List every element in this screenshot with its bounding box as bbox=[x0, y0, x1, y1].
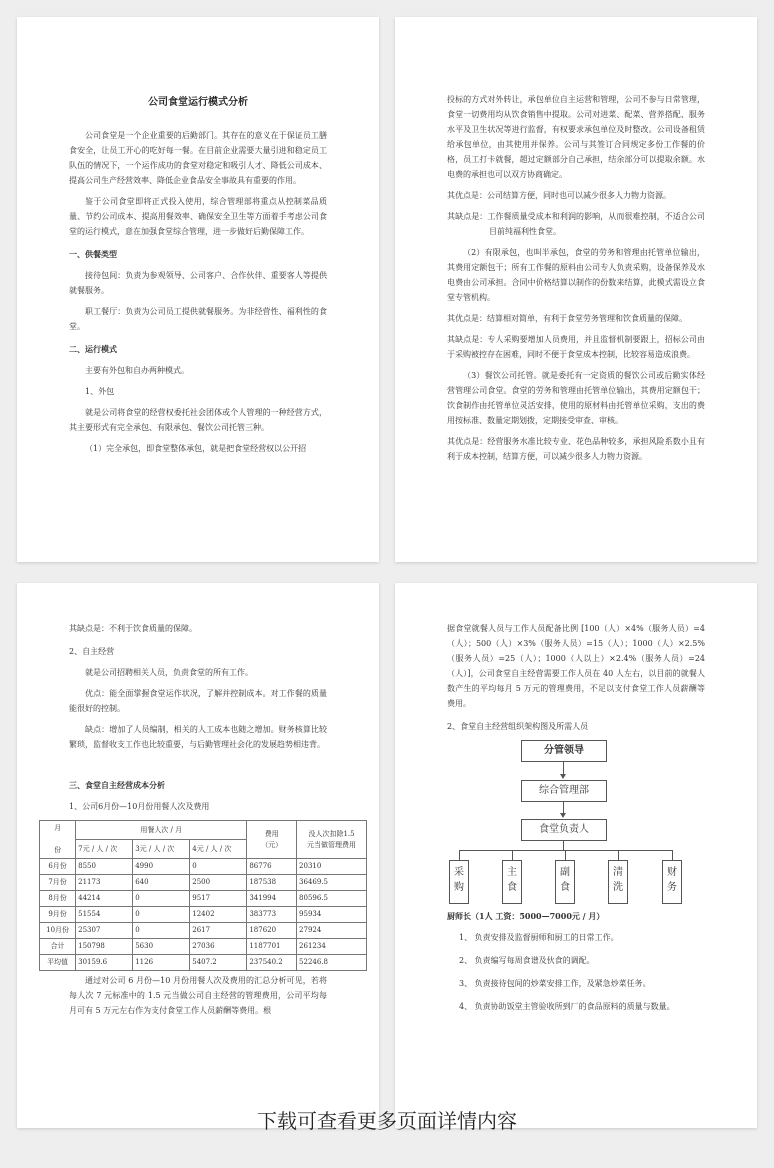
document-title: 公司食堂运行模式分析 bbox=[148, 97, 248, 108]
table-cell: 0 bbox=[133, 891, 190, 907]
list-item: 1、 负责安排及监督厨师和厨工的日常工作。 bbox=[459, 933, 619, 942]
org-node-low: 食堂负责人 bbox=[521, 819, 607, 841]
table-header: 7元 / 人 / 次 bbox=[76, 840, 133, 859]
table-cell: 261234 bbox=[297, 939, 367, 955]
table-cell: 平均值 bbox=[40, 955, 76, 971]
table-row bbox=[40, 955, 367, 971]
paragraph: 其优点是：公司结算方便，同时也可以减少很多人力物力资源。 bbox=[447, 191, 671, 200]
table-row bbox=[40, 891, 367, 907]
section-heading: 一、供餐类型 bbox=[69, 249, 117, 259]
table-cell: 52246.8 bbox=[297, 955, 367, 971]
table-cell: 7月份 bbox=[40, 875, 76, 891]
paragraph: 其缺点是：工作餐质量受成本和利润的影响，从而很难控制，不适合公司目前纯福利性食堂。 bbox=[447, 212, 705, 236]
table-cell: 27036 bbox=[190, 939, 247, 955]
paragraph: 就是公司将食堂的经营权委托社会团体或个人管理的一种经营方式，其主要形式有完全承包、有限承包、餐饮公司托管三种。 bbox=[69, 408, 327, 432]
table-row bbox=[40, 923, 367, 939]
list-item: 4、 负责协助饭堂主管验收所到厂的食品原料的质量与数量。 bbox=[459, 1002, 675, 1011]
org-leaf: 财 务 bbox=[662, 860, 682, 904]
table-cell: 9月份 bbox=[40, 907, 76, 923]
org-chart bbox=[447, 740, 705, 905]
subsection-heading: 2、食堂自主经营组织架构图及所需人员 bbox=[447, 722, 589, 731]
table-cell: 27924 bbox=[297, 923, 367, 939]
paragraph: 职工餐厅：负责为公司员工提供就餐服务。为非经营性、福利性的食堂。 bbox=[69, 307, 327, 331]
table-cell: 30159.6 bbox=[76, 955, 133, 971]
table-cell: 86776 bbox=[247, 859, 297, 875]
paragraph: 其缺点是：专人采购要增加人员费用，并且监督机制要跟上，招标公司由于采购被控存在困难，同时不便于食堂成本控制，比较容易造成浪费。 bbox=[447, 335, 705, 359]
table-cell: 21173 bbox=[76, 875, 133, 891]
subsection-heading: 2、自主经营 bbox=[69, 647, 115, 656]
table-cell: 4990 bbox=[133, 859, 190, 875]
paragraph: 就是公司招聘相关人员，负责食堂的所有工作。 bbox=[85, 668, 253, 677]
table-header: 4元 / 人 / 次 bbox=[190, 840, 247, 859]
table-cell: 5407.2 bbox=[190, 955, 247, 971]
table-cell: 合计 bbox=[40, 939, 76, 955]
table-cell: 12402 bbox=[190, 907, 247, 923]
table-header: 用餐人次 / 月 bbox=[76, 821, 247, 840]
table-header: 没人次扣除1.5 元当做管理费用 bbox=[297, 821, 367, 859]
org-node-top: 分管领导 bbox=[521, 740, 607, 762]
table-cell: 383773 bbox=[247, 907, 297, 923]
table-cell: 10月份 bbox=[40, 923, 76, 939]
table-header: 费用 （元） bbox=[247, 821, 297, 859]
paragraph: 通过对公司 6 月份—10 月份用餐人次及费用的汇总分析可见，若将每人次 7 元标准中的 1.5 元当做公司自主经营的管理费用，公司平均每月可有 5 万元左右作为支付食堂工作人员薪酬等费用。根 bbox=[69, 976, 327, 1015]
subsection-heading: 1、公司6月份—10月份用餐人次及费用 bbox=[69, 802, 210, 811]
table-header: 3元 / 人 / 次 bbox=[133, 840, 190, 859]
org-node-mid: 综合管理部 bbox=[521, 780, 607, 802]
org-leaf: 采 购 bbox=[449, 860, 469, 904]
paragraph: 主要有外包和自办两种模式。 bbox=[85, 366, 189, 375]
table-cell: 640 bbox=[133, 875, 190, 891]
paragraph: 公司食堂是一个企业重要的后勤部门。其存在的意义在于保证员工膳食安全，让员工开心的吃好每一餐。在目前企业需要大量引进和稳定员工队伍的情况下，一个运作成功的食堂对稳定和吸引人才、降低公司成本、提高公司生产经营效率、降低企业食品安全事故具有重要的作用。 bbox=[69, 131, 327, 185]
paragraph: 其优点是：经营服务水准比较专业、花色品种较多，承担风险系数小且有利于成本控制，结算方便，可以减少很多人力物力资源。 bbox=[447, 437, 705, 461]
paragraph: 其缺点是：不利于饮食质量的保障。 bbox=[69, 624, 197, 633]
document-page-4 bbox=[395, 583, 757, 1128]
table-cell: 80596.5 bbox=[297, 891, 367, 907]
document-page-2 bbox=[395, 17, 757, 562]
table-cell: 6月份 bbox=[40, 859, 76, 875]
list-item: 2、 负责编写每周食谱及伙食的调配。 bbox=[459, 956, 595, 965]
table-cell: 0 bbox=[133, 923, 190, 939]
document-page-1 bbox=[17, 17, 379, 562]
paragraph: （1）完全承包，即食堂整体承包，就是把食堂经营权以公开招 bbox=[85, 444, 307, 453]
paragraph: 其优点是：结算相对简单，有利于食堂劳务管理和饮食质量的保障。 bbox=[447, 314, 687, 323]
section-heading: 三、食堂自主经营成本分析 bbox=[69, 780, 165, 790]
document-page-3 bbox=[17, 583, 379, 1128]
table-cell: 2617 bbox=[190, 923, 247, 939]
table-cell: 25307 bbox=[76, 923, 133, 939]
section-heading: 二、运行模式 bbox=[69, 344, 117, 354]
table-cell: 341994 bbox=[247, 891, 297, 907]
table-cell: 0 bbox=[133, 907, 190, 923]
list-item: 3、 负责接待包间的炒菜安排工作，及紧急炒菜任务。 bbox=[459, 979, 651, 988]
paragraph: （2）有限承包，也叫半承包，食堂的劳务和管理由托管单位输出，其费用定额包干；所有工作餐的原料由公司专人负责采购，设备保养及水电费由公司承担。合同中价格结算以制作的份数来结算，此模式需设立食堂专管机构。 bbox=[447, 248, 705, 302]
cost-table bbox=[39, 820, 367, 971]
table-cell: 8550 bbox=[76, 859, 133, 875]
download-more-caption: 下载可查看更多页面详情内容 bbox=[257, 1109, 517, 1133]
table-cell: 0 bbox=[190, 859, 247, 875]
table-cell: 187620 bbox=[247, 923, 297, 939]
paragraph: 鉴于公司食堂即将正式投入使用，综合管理部将重点从控制菜品质量、节约公司成本、提高用餐效率、确保安全卫生等方面着手考虑公司食堂的运行模式，意在加强食堂综合管理，进一步做好后勤保障工作。 bbox=[69, 197, 327, 236]
paragraph: 据食堂就餐人员与工作人员配备比例 [100（人）×4%（服务人员）=4（人）；500（人）×3%（服务人员）=15（人）；1000（人）×2.5%（服务人员）=25（人）；1000（人以上）×2.4%（服务人员）=24（人）]，公司食堂自主经营需要工作人员在 40 人左右，以目前的就餐人数产生的平均每月 5 万元的管理费用，不足以支付食堂工作人员薪酬等费用。 bbox=[447, 624, 705, 708]
table-cell: 9517 bbox=[190, 891, 247, 907]
table-cell: 44214 bbox=[76, 891, 133, 907]
org-leaf: 清 洗 bbox=[608, 860, 628, 904]
duty-list bbox=[447, 930, 705, 1014]
table-cell: 1187701 bbox=[247, 939, 297, 955]
table-cell: 36469.5 bbox=[297, 875, 367, 891]
table-row bbox=[40, 939, 367, 955]
table-cell: 95934 bbox=[297, 907, 367, 923]
org-leaf: 副 食 bbox=[555, 860, 575, 904]
subsection-heading: 1、外包 bbox=[85, 387, 115, 396]
paragraph: 接待包间：负责为参观领导、公司客户、合作伙伴、重要客人等提供就餐服务。 bbox=[69, 271, 327, 295]
table-cell: 1126 bbox=[133, 955, 190, 971]
paragraph: 投标的方式对外转让，承包单位自主运营和管理，公司不参与日常管理，食堂一切费用均从饮食销售中提取。公司对进菜、配菜、营养搭配、服务水平及卫生状况等进行监督，有权要求承包单位及时整改。公司设备租赁给承包单位，由其使用并保养。公司与其签订合同规定多份工作餐的价格，员工打卡就餐，超过定额部分自己承担，结余部分可以提取余额。水电费的承担也可以双方协商确定。 bbox=[447, 95, 705, 179]
section-heading: 厨师长（1人 工资：5000—7000元 / 月） bbox=[447, 911, 605, 921]
table-cell: 8月份 bbox=[40, 891, 76, 907]
table-header: 月 份 bbox=[40, 821, 76, 859]
table-cell: 150798 bbox=[76, 939, 133, 955]
table-row bbox=[40, 859, 367, 875]
org-leaf: 主 食 bbox=[502, 860, 522, 904]
paragraph: 缺点：增加了人员编制，相关的人工成本也随之增加。财务核算比较繁琐，监督收支工作也比较重要，与后勤管理社会化的发展趋势相违背。 bbox=[69, 725, 327, 749]
paragraph: 优点：能全面掌握食堂运作状况，了解并控制成本。对工作餐的质量能很好的控制。 bbox=[69, 689, 327, 713]
table-row bbox=[40, 907, 367, 923]
table-cell: 20310 bbox=[297, 859, 367, 875]
table-row bbox=[40, 875, 367, 891]
paragraph: （3）餐饮公司托管。就是委托有一定资质的餐饮公司或后勤实体经营管理公司食堂。食堂的劳务和管理由托管单位输出，其费用定额包干；饮食制作由托管单位灵活安排，使用的原材料由托管单位采购，支出的费用按标准、数量定期划拨，定期接受审查、审核。 bbox=[447, 371, 705, 425]
table-cell: 2500 bbox=[190, 875, 247, 891]
table-cell: 51554 bbox=[76, 907, 133, 923]
table-cell: 5630 bbox=[133, 939, 190, 955]
table-cell: 237540.2 bbox=[247, 955, 297, 971]
table-cell: 187538 bbox=[247, 875, 297, 891]
